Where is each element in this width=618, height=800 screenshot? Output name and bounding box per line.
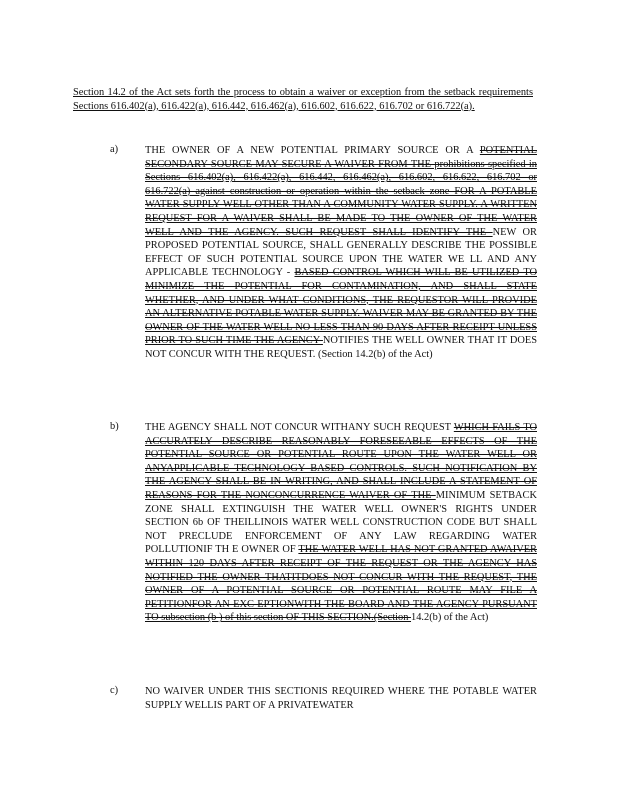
item-b-segment-5: 14.2(b) of the Act): [411, 612, 489, 624]
item-a-segment-4: BASED CONTROL WHICH WILL BE UTILIZED TO MINIMIZE THE POTENTIAL FOR CONTAMINATION, AND SHALL STATE WHETHER, AND UNDER WHAT CONDITIONS, THE REQUESTOR WILL PROVIDE AN ALTERNATIVE POTABLE WATER SUPPLY. WAIVER MAY BE GRANTED BY THE OWNER OF THE WATER WELL NO LESS THAN 90 DAYS AFTER RECEIPT UNLESS PRIOR TO SUCH TIME THE AGENCY: [145, 267, 537, 347]
item-a-segment-1: THE OWNER OF A NEW POTENTIAL PRIMARY SOURCE OR A: [145, 145, 480, 156]
item-a-paragraph: [145, 144, 537, 362]
item-b-paragraph: [145, 421, 537, 625]
intro-paragraph: Section 14.2 of the Act sets forth the process to obtain a waiver or exception from the setback requirements Sections 616.402(a), 616.422(a), 616.442, 616.462(a), 616.602, 616.622, 616.702 or 616.722(a).: [73, 87, 533, 112]
item-b-segment-2: WHICH FAILS TO ACCURATELY DESCRIBE REASONABLY FORESEEABLE EFFECTS OF THE POTENTIAL SOURCE OR POTENTIAL ROUTE UPON THE WATER WELL OR ANYAPPLICABLE TECHNOLOGY BASED CONTROLS. SUCH NOTIFICATION BY THE AGENCY SHALL BE IN WRITING, AND SHALL INCLUDE A STATEMENT OF REASONS FOR THE NONCONCURRENCE WAIVER OF THE: [145, 422, 537, 501]
item-b-label: b): [110, 421, 119, 432]
item-a-label: a): [110, 144, 119, 155]
item-b-segment-3: MINIMUM SETBACK ZONE SHALL EXTINGUISH THE WATER WELL OWNER'S RIGHTS UNDER SECTION 6b OF THEILLINOIS WATER WELL CONSTRUCTION CODE BUT SHALL NOT PRECLUDE ENFORCEMENT OF ANY LAW REGARDING WATER POLLUTIONIF TH E OWNER OF: [145, 489, 537, 556]
item-b-segment-1: THE AGENCY SHALL NOT CONCUR WITHANY SUCH REQUEST: [145, 422, 454, 433]
item-a-segment-5: NOTIFIES THE WELL OWNER THAT IT DOES NOT CONCUR WITH THE REQUEST. (Section 14.2(b) of the Act): [145, 335, 537, 360]
item-b-segment-4: THE WATER WELL HAS NOT GRANTED AWAIVER WITHIN 120 DAYS AFTER RECEIPT OF THE REQUEST OR THE AGENCY HAS NOTIFIED THE OWNER THATITDOES NOT CONCUR WITH THE REQUEST, THE OWNER OF A POTENTIAL SOURCE OR POTENTIAL ROUTE MAY FILE A PETITIONFOR AN EXC EPTIONWITH THE BOARD AND THE AGENCY PURSUANT TO subsection (b ) of this section OF THIS SECTION.(Section: [145, 544, 537, 624]
item-c-paragraph: [145, 685, 537, 712]
item-a-segment-3: NEW OR PROPOSED POTENTIAL SOURCE, SHALL GENERALLY DESCRIBE THE POSSIBLE EFFECT OF SUCH POTENTIAL SOURCE UPON THE WATER WE LL AND ANY APPLICABLE TECHNOLOGY -: [145, 226, 537, 279]
item-c-label: c): [110, 685, 119, 696]
item-c-segment-1: NO WAIVER UNDER THIS SECTIONIS REQUIRED WHERE THE POTABLE WATER SUPPLY WELLIS PART OF A PRIVATEWATER: [145, 686, 537, 711]
item-a-segment-2: POTENTIAL SECONDARY SOURCE MAY SECURE A WAIVER FROM THE prohibitions specified in Sections 616.402(a), 616.422(a), 616.442, 616.462(a), 616.602, 616.622, 616.702 or 616.722(a) against construction or operation within the setback zone FOR A POTABLE WATER SUPPLY WELL OTHER THAN A COMMUNITY WATER SUPPLY. A WRITTEN REQUEST FOR A WAIVER SHALL BE MADE TO THE OWNER OF THE WATER WELL AND THE AGENCY. SUCH REQUEST SHALL IDENTIFY THE: [145, 145, 537, 238]
